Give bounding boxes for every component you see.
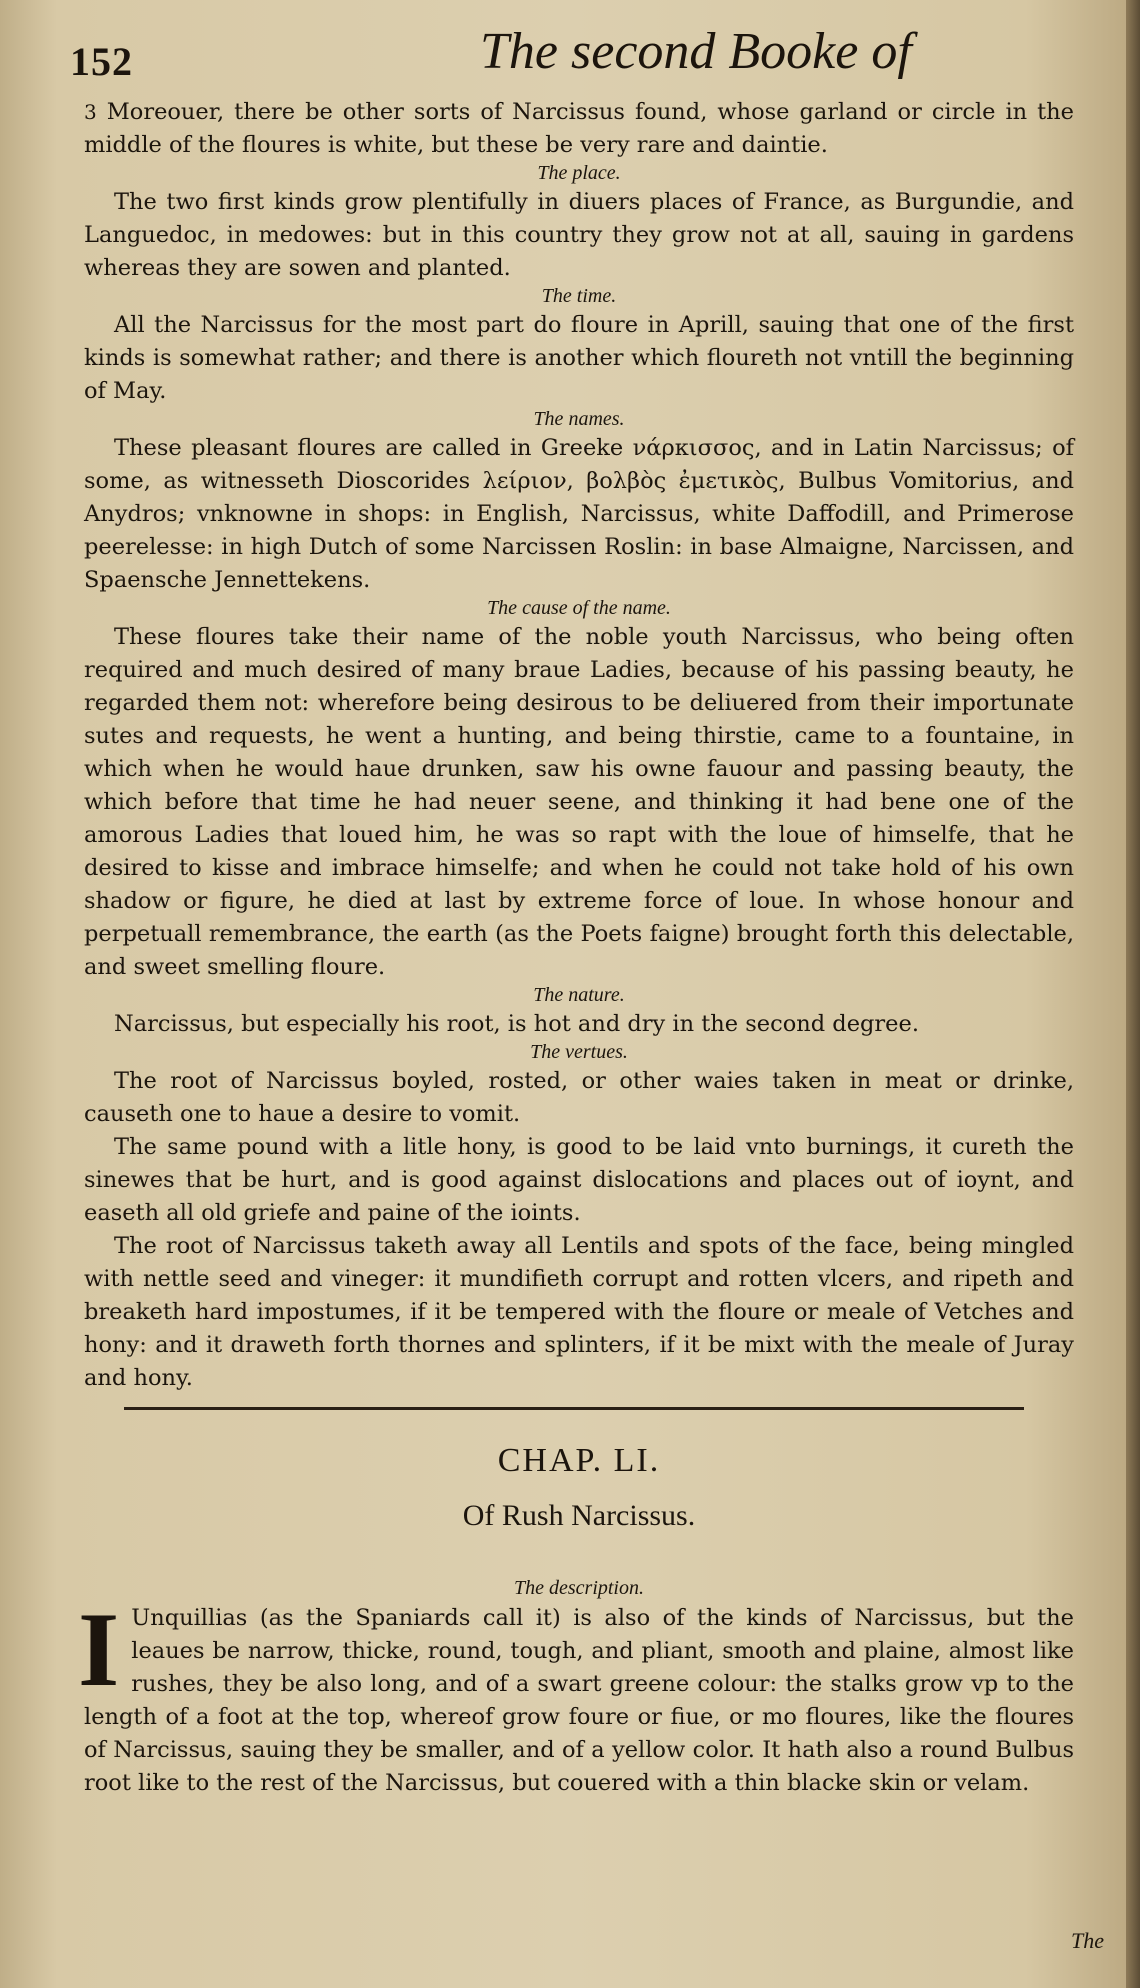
horizontal-rule [124, 1407, 1024, 1410]
paragraph-a: The root of Narcissus boyled, rosted, or other waies taken in meat or drinke, causeth one to haue a desire to vomit. [84, 1068, 1074, 1127]
catchword: The [1071, 1928, 1104, 1953]
page-header [60, 20, 1060, 90]
chapter-number: CHAP. LI. [497, 1442, 661, 1479]
section-heading-time: The time. [541, 285, 617, 307]
section-intro [84, 96, 1074, 162]
paragraph: Moreouer, there be other sorts of Narcissus found, whose garland or circle in the middle of the floures is white, but these be very rare and daintie. [84, 99, 1074, 158]
paragraph: These floures take their name of the noble youth Narcissus, who being often required and much desired of many braue Ladies, because of his passing beauty, he regarded them not: wherefore being desirous to be deliuered from their importunate sutes and requests, he went a hunting, and being thirstie, came to a fountaine, in which when he would haue drunken, saw his owne fauour and passing beauty, the which before that time he had neuer seene, and thinking it had bene one of the amorous Ladies that loued him, he was so rapt with the loue of himselfe, that he desired to kisse and imbrace himselfe; and when he could not take hold of his own shadow or figure, he died at last by extreme force of loue. In whose honour and perpetuall remembrance, the earth (as the Poets faigne) brought forth this delectable, and sweet smelling floure. [84, 624, 1074, 980]
page-number: 152 [70, 39, 133, 84]
paragraph: Narcissus, but especially his root, is hot and dry in the second degree. [114, 1011, 919, 1037]
section-heading-vertues: The vertues. [530, 1041, 628, 1063]
description-paragraph [78, 1591, 1074, 1800]
section-marker: 3 [84, 100, 97, 124]
paragraph-b: The same pound with a litle hony, is good to be laid vnto burnings, it cureth the sinewes that be hurt, and is good against dislocations and places out of ioynt, and easeth all old griefe and paine of the ioints. [84, 1134, 1074, 1226]
paragraph: The two first kinds grow plentifully in diuers places of France, as Burgundie, and Languedoc, in medowes: but in this country they grow not at all, sauing in gardens whereas they are sowen and planted. [84, 189, 1074, 281]
section-heading-names: The names. [533, 408, 625, 430]
section-heading-description: The description. [514, 1577, 644, 1599]
paragraph-c: The root of Narcissus taketh away all Lentils and spots of the face, being mingled with nettle seed and vineger: it mundifieth corrupt and rotten vlcers, and ripeth and breaketh hard impostumes, if it be tempered with the floure or meale of Vetches and hony: and it draweth forth thornes and splinters, if it be mixt with the meale of Juray and hony. [84, 1233, 1074, 1391]
paragraph: All the Narcissus for the most part do floure in Aprill, sauing that one of the first kinds is somewhat rather; and there is another which floureth not vntill the beginning of May. [84, 312, 1074, 404]
chapter-title: Of Rush Narcissus. [462, 1499, 696, 1532]
running-title: The second Booke of [480, 23, 912, 80]
page-gutter [1126, 0, 1140, 1988]
drop-cap: I [78, 1591, 120, 1708]
section-heading-cause: The cause of the name. [487, 597, 671, 619]
section-heading-nature: The nature. [533, 984, 625, 1006]
description-text: Unquillias (as the Spaniards call it) is also of the kinds of Narcissus, but the leaues be narrow, thicke, round, tough, and pliant, smooth and plaine, almost like rushes, they be also long, and of a swart greene colour: the stalks grow vp to the length of a foot at the top, whereof grow foure or fiue, or mo floures, like the floures of Narcissus, sauing they be smaller, and of a yellow color. It hath also a round Bulbus root like to the rest of the Narcissus, but couered with a thin blacke skin or velam. [84, 1605, 1074, 1796]
section-heading-place: The place. [537, 162, 621, 184]
page-body [78, 96, 1074, 1800]
paragraph: These pleasant floures are called in Greeke νάρκισσος, and in Latin Narcissus; of some, as witnesseth Dioscorides λείριον, βολβὸς ἐμετικὸς, Bulbus Vomitorius, and Anydros; vnknowne in shops: in English, Narcissus, white Daffodill, and Primerose peerelesse: in high Dutch of some Narcissen Roslin: in base Almaigne, Narcissen, and Spaensche Jennettekens. [84, 435, 1074, 593]
